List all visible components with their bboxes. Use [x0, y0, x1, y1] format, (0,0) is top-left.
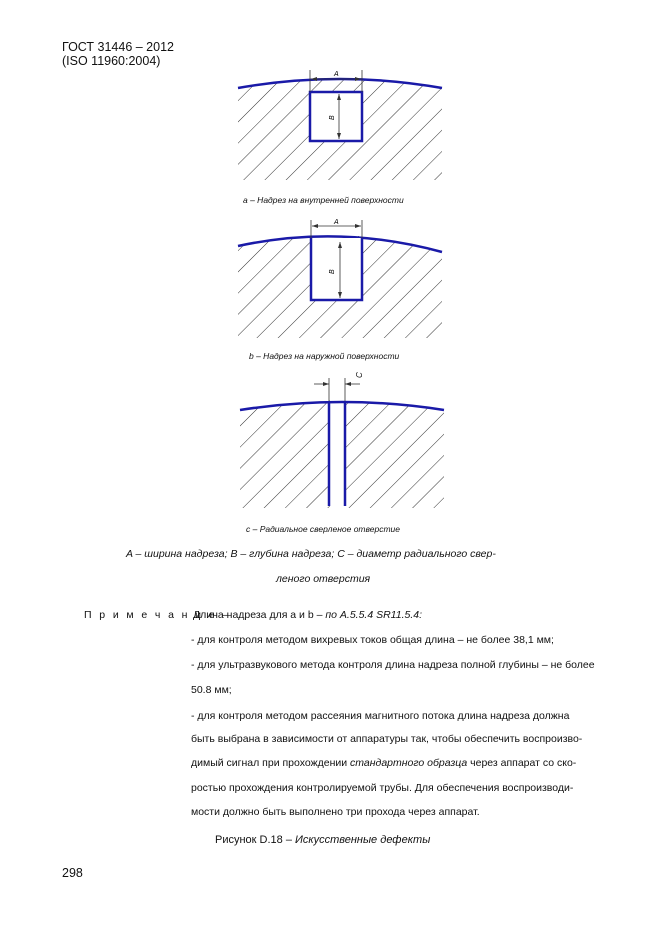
notch-outline — [311, 238, 362, 300]
note-intro-text: Длина надреза для a и b – — [193, 609, 326, 621]
note-item-magnetic-flux-cont: быть выбрана в зависимости от аппаратуры так, чтобы обеспечить воспроизво- — [191, 733, 583, 745]
figure-a-caption: a – Надрез на внутренней поверхности — [243, 195, 404, 205]
figure-number: Рисунок D.18 – — [215, 834, 296, 846]
page-number: 298 — [62, 866, 83, 880]
note-line-standard-sample: димый сигнал при прохождении стандартного образца через аппарат со ско- — [191, 757, 577, 769]
note-item-ultrasonic: - для ультразвукового метода контроля длина надреза полной глубины – не более — [191, 659, 595, 671]
note-item-eddy-current: - для контроля методом вихревых токов общая длина – не более 38,1 мм; — [191, 634, 554, 646]
iso-reference: (ISO 11960:2004) — [62, 54, 161, 68]
dimension-b-label: B — [329, 269, 336, 274]
figure-title — [215, 834, 430, 846]
legend-line-1: A – ширина надреза; B – глубина надреза; C – диаметр радиального свер- — [126, 548, 496, 560]
figure-b-caption: b – Надрез на наружной поверхности — [249, 351, 400, 361]
dimension-a-label: A — [334, 219, 339, 226]
standard-sample-term: стандартного образца — [350, 757, 468, 769]
dimension-b-label: B — [329, 115, 336, 120]
hatched-material — [232, 370, 452, 520]
note-tail-1: ростью прохождения контролируемой трубы. Для обеспечения воспроизводи- — [191, 782, 574, 794]
notch-outline — [310, 92, 362, 141]
document-code: ГОСТ 31446 – 2012 — [62, 40, 174, 54]
note-intro-reference: по A.5.5.4 SR11.5.4: — [325, 609, 423, 621]
figure-c-radial-hole — [232, 370, 452, 520]
figure-c-caption: c – Радиальное сверленое отверстие — [246, 524, 400, 534]
legend-line-2: леного отверстия — [276, 573, 371, 585]
note-item-magnetic-flux: - для контроля методом рассеяния магнитного потока длина надреза должна — [191, 710, 570, 722]
figure-b-outer-notch — [230, 216, 450, 346]
dimension-c-label: C — [355, 372, 364, 378]
note-item-ultrasonic-cont: 50.8 мм; — [191, 684, 232, 696]
dimension-a-label: A — [334, 71, 339, 78]
figure-a-inner-notch — [230, 66, 450, 192]
note-tail-2: мости должно быть выполнено три прохода через аппарат. — [191, 806, 480, 818]
note-label: П р и м е ч а н и е – — [84, 609, 231, 621]
figure-name: Искусственные дефекты — [295, 834, 431, 846]
note-intro — [193, 609, 422, 621]
